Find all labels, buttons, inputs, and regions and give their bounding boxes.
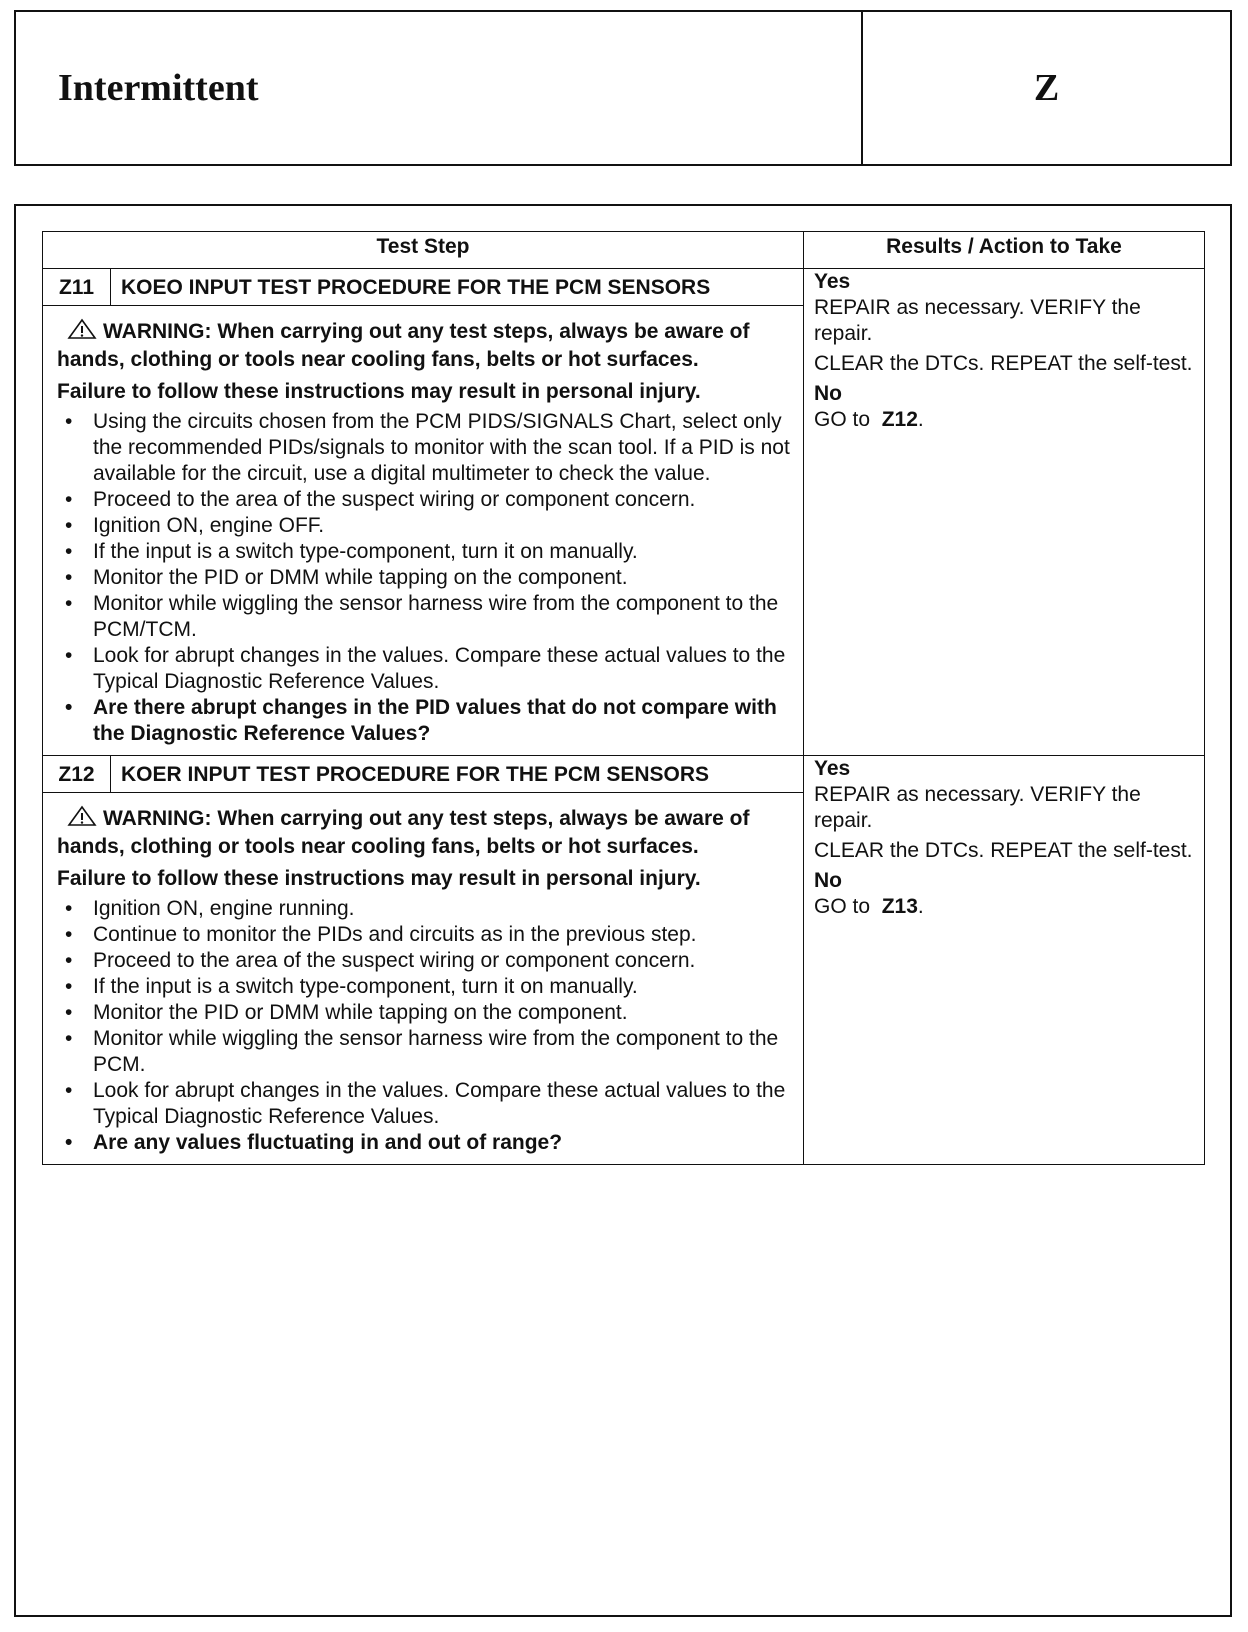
- result-no-action: [814, 407, 1198, 433]
- list-item: • Proceed to the area of the suspect wiring or component concern.: [57, 948, 795, 974]
- goto-text: GO to: [814, 895, 871, 918]
- step-body: [43, 306, 804, 756]
- list-item: • Monitor while wiggling the sensor harness wire from the component to the PCM/TCM.: [57, 591, 795, 643]
- list-item: • Using the circuits chosen from the PCM PIDS/SIGNALS Chart, select only the recommended PIDs/signals to monitor with the scan tool. If a PID is not available for the circuit, use a digital multimeter to check the value.: [57, 409, 795, 487]
- list-item: • Continue to monitor the PIDs and circuits as in the previous step.: [57, 922, 795, 948]
- list-item: • Ignition ON, engine running.: [57, 896, 795, 922]
- result-yes-action: CLEAR the DTCs. REPEAT the self-test.: [814, 352, 1193, 375]
- warning-triangle-icon: [67, 318, 97, 347]
- result-yes-action: CLEAR the DTCs. REPEAT the self-test.: [814, 839, 1193, 862]
- step-bullet-list: [57, 409, 795, 747]
- list-item: • Monitor while wiggling the sensor harness wire from the component to the PCM.: [57, 1026, 795, 1078]
- list-item: • Look for abrupt changes in the values. Compare these actual values to the Typical Diagnostic Reference Values.: [57, 1078, 795, 1130]
- step-title: KOER INPUT TEST PROCEDURE FOR THE PCM SENSORS: [111, 756, 804, 793]
- list-item: • Look for abrupt changes in the values. Compare these actual values to the Typical Diagnostic Reference Values.: [57, 643, 795, 695]
- warning-block: [57, 805, 795, 860]
- result-yes-action: REPAIR as necessary. VERIFY the repair.: [814, 783, 1141, 832]
- step-id: Z11: [43, 269, 111, 306]
- step-bullet-list: [57, 896, 795, 1156]
- step-question: • Are any values fluctuating in and out of range?: [57, 1130, 795, 1156]
- result-yes-label: Yes: [814, 757, 851, 780]
- failure-note: Failure to follow these instructions may result in personal injury.: [57, 380, 701, 403]
- list-item: • Monitor the PID or DMM while tapping on the component.: [57, 1000, 795, 1026]
- section-letter: Z: [1033, 67, 1060, 109]
- table-header-row: [43, 232, 1205, 269]
- result-yes-action: REPAIR as necessary. VERIFY the repair.: [814, 296, 1141, 345]
- goto-step-link[interactable]: Z12: [881, 408, 918, 431]
- step-id: Z12: [43, 756, 111, 793]
- list-item: • Monitor the PID or DMM while tapping on the component.: [57, 565, 795, 591]
- step-body: [43, 793, 804, 1165]
- list-item: • If the input is a switch type-component, turn it on manually.: [57, 974, 795, 1000]
- step-title: KOEO INPUT TEST PROCEDURE FOR THE PCM SENSORS: [111, 269, 804, 306]
- table-row: [43, 756, 1205, 793]
- goto-step-link[interactable]: Z13: [881, 895, 918, 918]
- result-yes-label: Yes: [814, 270, 851, 293]
- page-header: [14, 10, 1232, 166]
- list-item: • Proceed to the area of the suspect wiring or component concern.: [57, 487, 795, 513]
- step-results: [804, 756, 1205, 1165]
- column-header-test-step: Test Step: [43, 232, 804, 269]
- page-title: Intermittent: [16, 12, 863, 164]
- list-item: • Ignition ON, engine OFF.: [57, 513, 795, 539]
- test-procedure-table: [42, 231, 1205, 1165]
- list-item: • If the input is a switch type-component, turn it on manually.: [57, 539, 795, 565]
- failure-note: Failure to follow these instructions may result in personal injury.: [57, 867, 701, 890]
- warning-text: WARNING: When carrying out any test steps, always be aware of hands, clothing or tools near cooling fans, belts or hot surfaces.: [57, 320, 750, 371]
- goto-period: .: [917, 895, 924, 918]
- goto-period: .: [917, 408, 924, 431]
- step-question: • Are there abrupt changes in the PID values that do not compare with the Diagnostic Reference Values?: [57, 695, 795, 747]
- warning-triangle-icon: [67, 805, 97, 834]
- result-no-label: No: [814, 382, 842, 405]
- step-results: [804, 269, 1205, 756]
- warning-block: [57, 318, 795, 373]
- result-no-action: [814, 894, 1198, 920]
- warning-text: WARNING: When carrying out any test steps, always be aware of hands, clothing or tools near cooling fans, belts or hot surfaces.: [57, 807, 750, 858]
- goto-text: GO to: [814, 408, 871, 431]
- table-row: [43, 269, 1205, 306]
- result-no-label: No: [814, 869, 842, 892]
- column-header-results: Results / Action to Take: [804, 232, 1205, 269]
